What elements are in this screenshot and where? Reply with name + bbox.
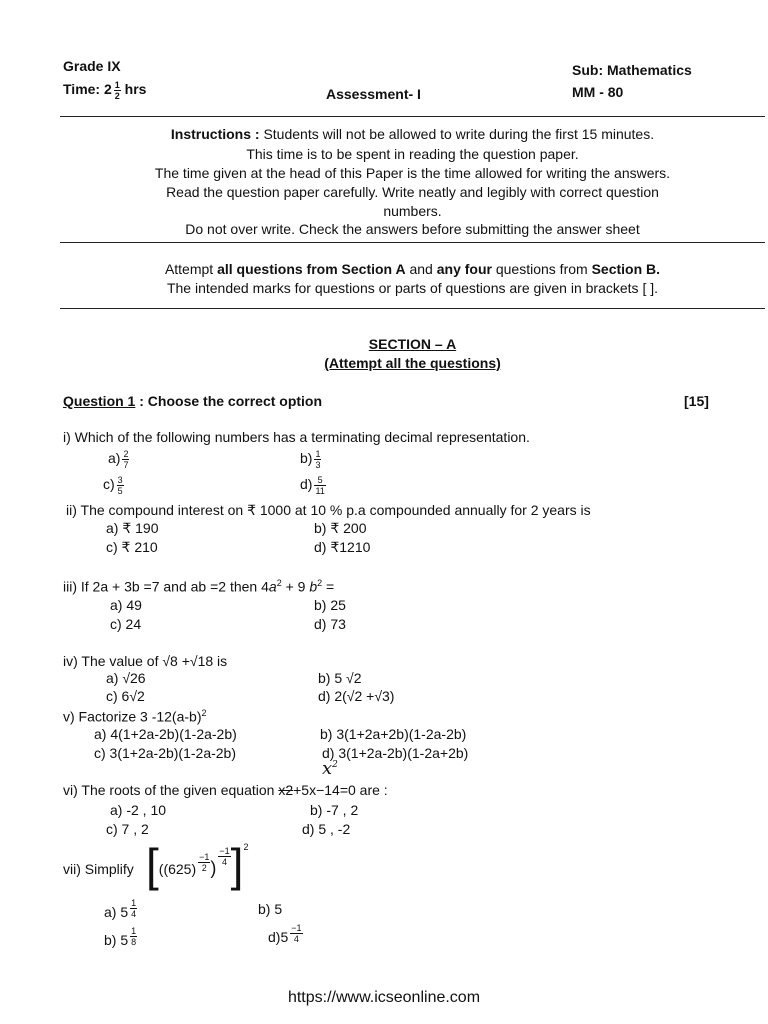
subject-label: Sub: Mathematics	[572, 62, 692, 78]
option-vii-d: d)5 $\frac{-1}{4}$	[268, 923, 302, 945]
max-marks: MM - 80	[572, 84, 624, 100]
option-iii-a: a) 49	[110, 597, 142, 613]
option-v-c: c) 3(1+2a-2b)(1-2a-2b)	[94, 745, 237, 761]
option-iii-b: b) 25	[314, 597, 346, 613]
option-vi-c: c) 7 , 2	[106, 821, 149, 837]
time-label: Time: 2 $\frac{1}{2}$ hrs	[63, 80, 147, 101]
divider	[60, 308, 765, 309]
option-iv-d: d) 2(√2 +√3)	[318, 688, 395, 704]
option-vi-a: a) -2 , 10	[110, 802, 167, 818]
simplify-expression: [((625) $\frac{-1}{2}$ ) $\frac{-1}{4}$ ]$^2$	[146, 839, 249, 891]
instructions-line-5: numbers.	[383, 203, 442, 219]
option-vii-a: a) 5 $\frac{1}{4}$	[104, 898, 137, 920]
option-i-c: c) $\frac{3}{5}$	[103, 475, 123, 496]
attempt-line-2: The intended marks for questions or parts of questions are given in brackets [ ].	[166, 280, 659, 296]
option-ii-d: d) ₹1210	[314, 539, 371, 555]
grade-label: Grade IX	[63, 58, 121, 74]
option-iii-c: c) 24	[110, 616, 142, 632]
question-ii: ii) The compound interest on ₹ 1000 at 10 % p.a compounded annually for 2 years is	[66, 502, 591, 518]
attempt-line-1: Attempt all questions from Section A and any four questions from Section B.	[164, 261, 661, 277]
instructions-line-1: Instructions : Students will not be allowed to write during the first 15 minutes.	[170, 126, 655, 142]
option-iii-d: d) 73	[314, 616, 346, 632]
question-v: v) Factorize 3 $-12(a-b)^2$	[63, 708, 207, 725]
option-iv-a: a) √26	[106, 670, 146, 686]
instructions-line-3: The time given at the head of this Paper is the time allowed for writing the answers.	[154, 165, 671, 181]
divider	[60, 116, 765, 117]
option-vi-b: b) -7 , 2	[310, 802, 359, 818]
option-i-b: b) $\frac{1}{3}$	[300, 449, 321, 470]
section-title: SECTION – A	[368, 336, 457, 352]
time-fraction: $\frac{1}{2}$	[114, 80, 120, 101]
question-iii: iii) If 2a + 3b =7 and ab =2 then $4a^2 + 9$ $b^2$ =	[63, 578, 335, 595]
instructions-line-4: Read the question paper carefully. Write neatly and legibly with correct question	[166, 184, 659, 200]
option-v-a: a) 4(1+2a-2b)(1-2a-2b)	[94, 726, 237, 742]
question-vii: vii) Simplify	[63, 861, 134, 877]
option-v-b: b) 3(1+2a+2b)(1-2a-2b)	[320, 726, 467, 742]
instructions-line-2: This time is to be spent in reading the question paper.	[246, 146, 579, 162]
option-v-d: d) 3(1+2a-2b)(1-2a+2b)	[322, 745, 469, 761]
option-iv-c: c) 6√2	[106, 688, 145, 704]
divider	[60, 242, 765, 243]
option-i-d: d) $\frac{5}{11}$	[300, 475, 325, 496]
question-iv: iv) The value of √8 +√18 is	[63, 653, 228, 669]
instructions-line-6: Do not over write. Check the answers before submitting the answer sheet	[185, 221, 640, 237]
footer-url: https://www.icseonline.com	[287, 989, 481, 1006]
option-vii-c: b) 5 $\frac{1}{8}$	[104, 926, 137, 948]
option-ii-a: a) ₹ 190	[106, 520, 159, 536]
option-iv-b: b) 5 √2	[318, 670, 362, 686]
option-vii-b: b) 5	[258, 901, 283, 917]
option-ii-c: c) ₹ 210	[106, 539, 158, 555]
section-subtitle: (Attempt all the questions)	[324, 355, 501, 371]
question-vi: vi) The roots of the given equation x2+5x−14=0 are :	[63, 782, 388, 798]
question-1-marks: [15]	[684, 393, 709, 409]
question-1-heading: Question 1 : Choose the correct option	[63, 393, 323, 409]
handwritten-correction: $x^2$	[322, 758, 338, 779]
option-ii-b: b) ₹ 200	[314, 520, 367, 536]
option-i-a: a) $\frac{2}{7}$	[108, 449, 129, 470]
question-i: i) Which of the following numbers has a terminating decimal representation.	[63, 429, 530, 445]
assessment-title: Assessment- I	[326, 86, 421, 102]
option-vi-d: d) 5 , -2	[302, 821, 351, 837]
